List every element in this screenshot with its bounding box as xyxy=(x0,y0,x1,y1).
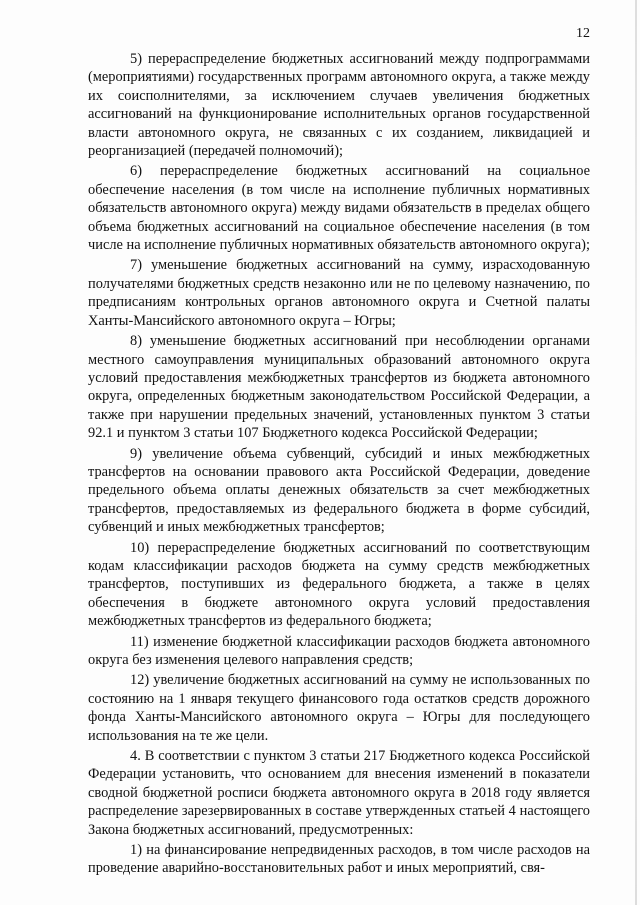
paragraph-item-7: 7) уменьшение бюджетных ассигнований на сумму, израсходованную получателями бюджетных средств незаконно или не по целевому назначению, по предписаниям контрольных органов автономного округа и Счетной палаты Ханты-Мансийского автономного округа – Югры; xyxy=(88,257,590,329)
page-edge-shadow xyxy=(635,0,637,905)
paragraph-section-4: 4. В соответствии с пунктом 3 статьи 217 Бюджетного кодекса Российской Федерации установить, что основанием для внесения изменений в показатели сводной бюджетной росписи бюджета автономного округа в 2018 году является распределение зарезервированных в составе утвержденных статьей 4 настоящего Закона бюджетных ассигнований, предусмотренных: xyxy=(88,748,590,838)
paragraph-item-6: 6) перераспределение бюджетных ассигнований на социальное обеспечение населения (в том числе на исполнение публичных нормативных обязательств автономного округа) между видами обязательств в пределах общего объема бюджетных ассигнований на социальное обеспечение населения (в том числе на исполнение публичных нормативных обязательств автономного округа); xyxy=(88,163,590,254)
paragraph-section-4-item-1: 1) на финансирование непредвиденных расходов, в том числе расходов на проведение аварийно-восстановительных работ и иных мероприятий, свя- xyxy=(88,842,590,877)
paragraph-item-9: 9) увеличение объема субвенций, субсидий и иных межбюджетных трансфертов на основании правового акта Российской Федерации, доведение предельного объема оплаты денежных обязательств за счет межбюджетных трансфертов, предоставляемых из федерального бюджета в форме субсидий, субвенций и иных межбюджетных трансфертов; xyxy=(88,445,590,536)
paragraph-item-12: 12) увеличение бюджетных ассигнований на сумму не использованных по состоянию на 1 января текущего финансового года остатков средств дорожного фонда Ханты-Мансийского автономного округа – Югры для последующего использования на те же цели. xyxy=(88,672,590,744)
paragraph-item-8: 8) уменьшение бюджетных ассигнований при несоблюдении органами местного самоуправления муниципальных образований автономного округа условий предоставления межбюджетных трансфертов из бюджета автономного округа, определенных бюджетным законодательством Российской Федерации, а также при нарушении предельных значений, установленных пунктом 3 статьи 92.1 и пунктом 3 статьи 107 Бюджетного кодекса Российской Федерации; xyxy=(88,333,590,442)
paragraph-item-11: 11) изменение бюджетной классификации расходов бюджета автономного округа без изменения целевого направления средств; xyxy=(88,633,590,668)
paragraph-item-5: 5) перераспределение бюджетных ассигнований между подпрограммами (мероприятиями) государственных программ автономного округа, а также между их соисполнителями, за исключением случаев увеличения бюджетных ассигнований на функционирование исполнительных органов государственной власти автономного округа, не связанных с их созданием, ликвидацией и реорганизацией (передачей полномочий); xyxy=(88,51,590,160)
page-number: 12 xyxy=(576,26,590,41)
document-body xyxy=(88,50,590,880)
paragraph-item-10: 10) перераспределение бюджетных ассигнований по соответствующим кодам классификации расходов бюджета на сумму средств межбюджетных трансфертов, поступивших из федерального бюджета, а также в целях обеспечения в бюджете автономного округа условий предоставления межбюджетных трансфертов из федерального бюджета; xyxy=(88,539,590,630)
